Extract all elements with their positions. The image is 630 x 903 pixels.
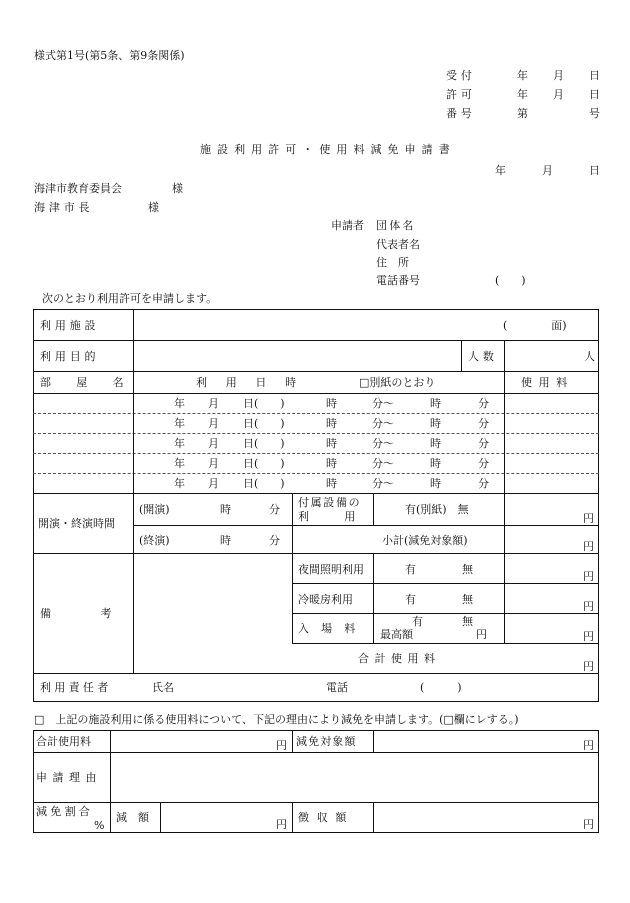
facility-label: 利用施設 [40, 319, 100, 332]
max-amount-label: 最高額 [380, 628, 413, 641]
closing-label: (終演) [139, 534, 170, 547]
facility-unit: ( 面) [503, 319, 567, 332]
ratio-label: 減免割合 [36, 805, 94, 818]
night-light-label: 夜間照明利用 [298, 563, 364, 576]
datetime-label: 利用日時 [196, 376, 315, 389]
equipment-label: 付属設備の [298, 496, 362, 509]
addressee-board: 海津市教育委員会 [34, 182, 122, 195]
reason-label: 申請理由 [36, 771, 102, 784]
document-title: 施設利用許可・使用料減免申請書 [200, 143, 456, 156]
aircon-label: 冷暖房利用 [298, 593, 353, 606]
subtotal-label: 小計(減免対象額) [382, 534, 468, 547]
total-fee-label: 合計使用料 [358, 652, 441, 665]
people-unit: 人 [584, 350, 595, 363]
room-label: 部屋名 [40, 376, 149, 389]
reduction-target-label: 減免対象額 [296, 735, 357, 748]
responsible-label: 利用責任者 [40, 681, 112, 694]
collection-amount-label: 徴収額 [298, 811, 355, 824]
fee-label: 使用料 [521, 376, 574, 389]
reason-field[interactable] [111, 753, 598, 801]
addressee-mayor: 海津市長 [34, 201, 94, 214]
responsible-phone-label: 電話 [326, 681, 348, 694]
reduction-amount-label: 減額 [116, 811, 160, 824]
reduction-note[interactable]: □ 上記の施設利用に係る使用料について、下記の理由により減免を申請します。(□欄にレする。) [34, 713, 519, 726]
remarks-label: 備考 [40, 607, 161, 620]
open-close-label: 開演・終演時間 [38, 517, 115, 530]
separate-sheet-checkbox[interactable]: □別紙のとおり [359, 376, 436, 389]
form-number: 様式第1号(第5条、第9条関係) [34, 49, 185, 62]
addressee-mayor-suffix: 様 [148, 201, 159, 214]
people-label: 人数 [468, 350, 498, 363]
name-label: 氏名 [152, 681, 174, 694]
t2-total-fee-label: 合計使用料 [36, 735, 91, 748]
admission-label: 入場料 [298, 622, 368, 635]
facility-field[interactable] [134, 310, 504, 340]
equipment-options[interactable]: 有(別紙) 無 [405, 503, 469, 516]
purpose-label: 利用目的 [40, 350, 100, 363]
purpose-field[interactable] [134, 341, 460, 371]
opening-label: (開演) [139, 503, 170, 516]
addressee-board-suffix: 様 [172, 182, 183, 195]
application-form-page: 様式第1号(第5条、第9条関係) 受付 年 月 日 許可 年 月 日 番号 第 号 施設利用許可・使用料減免申請書 年 月 日 海津市教育委員会 様 海津市長 様 申請者 団体名 代表者名 住所 電話番号 ( ) 次のとおり利用許可を申請します。 利用施設 ( 面) 利用目的 人数 人 部屋名 利用日時 □別紙のとおり 使用料 年 月 日( ) 時 分〜 時 分 年 月 日( ) 時 分〜 時 分 年 月 日( ) 時 分〜 時 分 年 月 日( ) 時 分〜 時 分 年 月 日( ) 時 分〜 時 分 開演・終演時間 (開演) 時 分 (終演) 時 分 付属設備の 利用 有(別紙) 無 円 小計(減免対象額) 円 備考 夜間照明利用 有 無 円 冷暖房利用 有 無 円 入場料 有 無 最高額 円 円 合計使用料 円 利用責任者 氏名 電話 ( ) □ 上記の施設利用に係る使用料について、下記の理由により減免を申請します。(□欄にレする。) 合計使用料 円 減免対象額 円 申請理由 減免割合 % 減額 円 徴収額 円 [34, 49, 600, 832]
intro-text: 次のとおり利用許可を申請します。 [42, 292, 218, 305]
remarks-field[interactable] [134, 554, 291, 672]
